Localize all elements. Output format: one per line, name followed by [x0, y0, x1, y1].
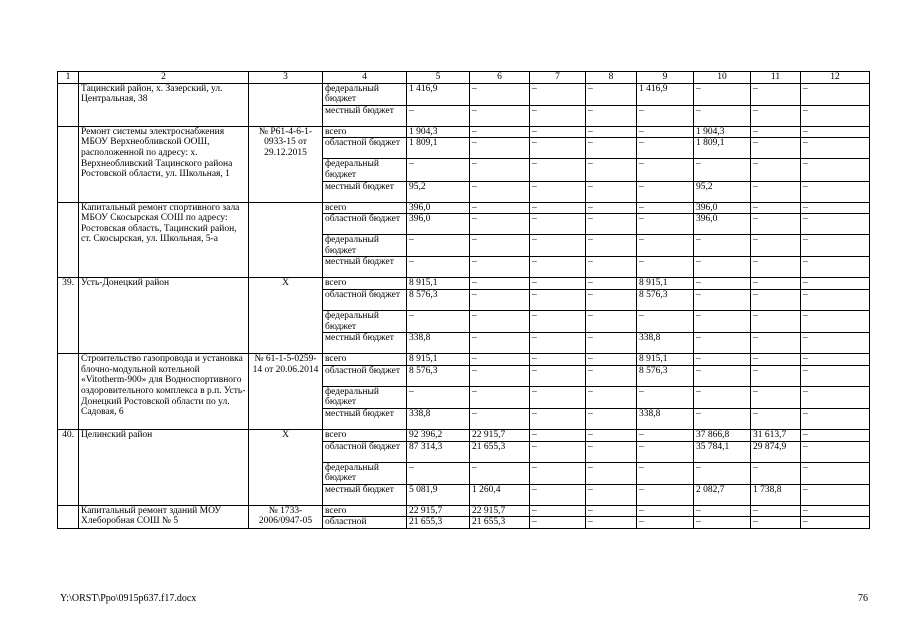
amount-cell: –	[586, 354, 637, 366]
funding-source: федеральный бюджет	[323, 462, 407, 484]
amount-cell: –	[586, 83, 637, 105]
amount-cell: 8 576,3	[407, 365, 470, 386]
amount-cell: –	[586, 408, 637, 429]
amount-cell: –	[801, 83, 870, 105]
amount-cell: 37 866,8	[694, 429, 751, 441]
amount-cell: –	[470, 126, 530, 138]
amount-cell: –	[751, 408, 801, 429]
amount-cell: –	[637, 505, 694, 517]
amount-cell: 396,0	[407, 214, 470, 235]
amount-cell: –	[801, 214, 870, 235]
amount-cell: –	[801, 181, 870, 202]
amount-cell: –	[801, 505, 870, 517]
amount-cell: –	[470, 386, 530, 408]
amount-cell: –	[470, 214, 530, 235]
table-row	[58, 126, 870, 138]
amount-cell: –	[530, 278, 586, 290]
column-number: 9	[637, 72, 694, 84]
amount-cell: 31 613,7	[751, 429, 801, 441]
amount-cell: –	[694, 365, 751, 386]
amount-cell: –	[801, 333, 870, 354]
object-name: Ремонт системы электроснабжения МБОУ Верхнеобливской ООШ, расположенной по адресу: х. Верхнеобливский Тацинского района Ростовской области, ул. Школьная, 1	[79, 126, 249, 202]
amount-cell: –	[586, 202, 637, 214]
amount-cell: 35 784,1	[694, 441, 751, 462]
amount-cell: 8 915,1	[637, 354, 694, 366]
funding-source: областной бюджет	[323, 214, 407, 235]
amount-cell: –	[470, 278, 530, 290]
amount-cell: –	[470, 105, 530, 126]
column-number: 3	[249, 72, 323, 84]
column-number: 5	[407, 72, 470, 84]
amount-cell: –	[470, 235, 530, 257]
amount-cell: –	[530, 365, 586, 386]
amount-cell: 1 738,8	[751, 484, 801, 505]
amount-cell: 29 874,9	[751, 441, 801, 462]
amount-cell: –	[801, 138, 870, 159]
table-row	[58, 278, 870, 290]
amount-cell: –	[586, 235, 637, 257]
amount-cell: 1 416,9	[637, 83, 694, 105]
amount-cell: –	[694, 505, 751, 517]
amount-cell: –	[694, 354, 751, 366]
amount-cell: –	[751, 333, 801, 354]
amount-cell: 338,8	[637, 408, 694, 429]
funding-source: федеральный бюджет	[323, 83, 407, 105]
amount-cell: –	[586, 126, 637, 138]
amount-cell: 338,8	[407, 408, 470, 429]
amount-cell: –	[407, 159, 470, 181]
amount-cell: 1 809,1	[407, 138, 470, 159]
amount-cell: 22 915,7	[407, 505, 470, 517]
document-ref	[249, 202, 323, 278]
funding-source: всего	[323, 126, 407, 138]
column-number-row	[58, 72, 870, 84]
amount-cell: –	[470, 202, 530, 214]
amount-cell: –	[586, 462, 637, 484]
object-name: Капитальный ремонт зданий МОУ Хлеборобная СОШ № 5	[79, 505, 249, 528]
document-ref: № 61-1-5-0259-14 от 20.06.2014	[249, 354, 323, 430]
amount-cell: –	[407, 310, 470, 332]
row-number: 40.	[58, 429, 79, 505]
amount-cell: 22 915,7	[470, 505, 530, 517]
amount-cell: 21 655,3	[470, 517, 530, 529]
amount-cell: –	[470, 138, 530, 159]
document-ref: Х	[249, 278, 323, 354]
amount-cell: –	[751, 310, 801, 332]
amount-cell: 396,0	[694, 202, 751, 214]
amount-cell: –	[586, 105, 637, 126]
footer-file-path: Y:\ORST\Ppo\0915p637.f17.docx	[60, 593, 197, 604]
amount-cell: 396,0	[407, 202, 470, 214]
funding-source: федеральный бюджет	[323, 159, 407, 181]
amount-cell: –	[694, 159, 751, 181]
amount-cell: 8 576,3	[637, 365, 694, 386]
funding-source: всего	[323, 202, 407, 214]
amount-cell: –	[530, 484, 586, 505]
column-number: 10	[694, 72, 751, 84]
row-number: 39.	[58, 278, 79, 354]
column-number: 1	[58, 72, 79, 84]
amount-cell: –	[586, 214, 637, 235]
amount-cell: –	[470, 333, 530, 354]
amount-cell: –	[694, 289, 751, 310]
funding-source: областной бюджет	[323, 289, 407, 310]
amount-cell: –	[530, 214, 586, 235]
funding-source: областной	[323, 517, 407, 529]
amount-cell: 1 260,4	[470, 484, 530, 505]
document-ref: № Р61-4-6-1-0933-15 от 29.12.2015	[249, 126, 323, 202]
amount-cell: –	[694, 235, 751, 257]
column-number: 7	[530, 72, 586, 84]
amount-cell: –	[801, 202, 870, 214]
funding-source: местный бюджет	[323, 333, 407, 354]
row-number	[58, 354, 79, 430]
amount-cell: 1 809,1	[694, 138, 751, 159]
amount-cell: 87 314,3	[407, 441, 470, 462]
amount-cell: –	[637, 310, 694, 332]
amount-cell: –	[751, 257, 801, 278]
amount-cell: –	[470, 159, 530, 181]
row-number	[58, 202, 79, 278]
amount-cell: 22 915,7	[470, 429, 530, 441]
amount-cell: –	[530, 429, 586, 441]
amount-cell: –	[586, 441, 637, 462]
amount-cell: –	[530, 138, 586, 159]
amount-cell: –	[530, 257, 586, 278]
amount-cell: 1 904,3	[694, 126, 751, 138]
amount-cell: –	[637, 214, 694, 235]
amount-cell: –	[530, 310, 586, 332]
amount-cell: –	[530, 386, 586, 408]
amount-cell: 8 915,1	[637, 278, 694, 290]
amount-cell: –	[801, 441, 870, 462]
amount-cell: –	[637, 159, 694, 181]
amount-cell: –	[470, 365, 530, 386]
amount-cell: –	[530, 354, 586, 366]
amount-cell: –	[586, 333, 637, 354]
amount-cell: –	[751, 386, 801, 408]
amount-cell: –	[751, 278, 801, 290]
amount-cell: –	[637, 462, 694, 484]
amount-cell: –	[694, 517, 751, 529]
page-number: 76	[858, 593, 868, 604]
amount-cell: –	[407, 386, 470, 408]
amount-cell: –	[801, 429, 870, 441]
amount-cell: –	[694, 278, 751, 290]
amount-cell: –	[751, 159, 801, 181]
amount-cell: 8 915,1	[407, 278, 470, 290]
amount-cell: –	[470, 462, 530, 484]
document-ref	[249, 83, 323, 126]
column-number: 8	[586, 72, 637, 84]
amount-cell: –	[586, 484, 637, 505]
amount-cell: –	[751, 365, 801, 386]
amount-cell: –	[751, 126, 801, 138]
table-row	[58, 429, 870, 441]
amount-cell: 1 416,9	[407, 83, 470, 105]
amount-cell: –	[637, 429, 694, 441]
amount-cell: –	[586, 386, 637, 408]
amount-cell: –	[530, 441, 586, 462]
amount-cell: –	[637, 235, 694, 257]
amount-cell: –	[470, 310, 530, 332]
amount-cell: –	[694, 333, 751, 354]
amount-cell: –	[637, 138, 694, 159]
funding-source: местный бюджет	[323, 257, 407, 278]
funding-source: федеральный бюджет	[323, 386, 407, 408]
funding-source: областной бюджет	[323, 138, 407, 159]
amount-cell: –	[530, 181, 586, 202]
amount-cell: –	[637, 386, 694, 408]
amount-cell: –	[751, 354, 801, 366]
budget-table	[57, 71, 870, 529]
amount-cell: –	[407, 105, 470, 126]
amount-cell: 396,0	[694, 214, 751, 235]
amount-cell: –	[751, 462, 801, 484]
amount-cell: –	[586, 289, 637, 310]
amount-cell: –	[801, 386, 870, 408]
amount-cell: –	[801, 484, 870, 505]
table-row	[58, 83, 870, 105]
amount-cell: –	[586, 517, 637, 529]
table-row	[58, 354, 870, 366]
funding-source: местный бюджет	[323, 105, 407, 126]
amount-cell: –	[530, 408, 586, 429]
amount-cell: –	[530, 159, 586, 181]
amount-cell: –	[751, 289, 801, 310]
object-name: Целинский район	[79, 429, 249, 505]
amount-cell: –	[694, 408, 751, 429]
amount-cell: –	[530, 505, 586, 517]
amount-cell: –	[801, 257, 870, 278]
funding-source: федеральный бюджет	[323, 310, 407, 332]
amount-cell: 338,8	[407, 333, 470, 354]
amount-cell: –	[694, 105, 751, 126]
amount-cell: –	[637, 441, 694, 462]
amount-cell: –	[801, 365, 870, 386]
funding-source: местный бюджет	[323, 484, 407, 505]
column-number: 2	[79, 72, 249, 84]
amount-cell: –	[801, 354, 870, 366]
amount-cell: –	[530, 517, 586, 529]
funding-source: местный бюджет	[323, 181, 407, 202]
object-name: Тацинский район, х. Зазерский, ул. Центральная, 38	[79, 83, 249, 126]
amount-cell: –	[530, 83, 586, 105]
funding-source: федеральный бюджет	[323, 235, 407, 257]
column-number: 4	[323, 72, 407, 84]
amount-cell: –	[801, 517, 870, 529]
amount-cell: –	[470, 289, 530, 310]
amount-cell: –	[801, 408, 870, 429]
object-name: Усть-Донецкий район	[79, 278, 249, 354]
row-number	[58, 505, 79, 528]
amount-cell: –	[751, 181, 801, 202]
amount-cell: –	[637, 181, 694, 202]
object-name: Строительство газопровода и установка блочно-модульной котельной «Vitotherm-900» для Водноспортивного оздоровительного комплекса в р.п. Усть-Донецкий Ростовской области по ул. Садовая, 6	[79, 354, 249, 430]
amount-cell: 5 081,9	[407, 484, 470, 505]
amount-cell: –	[530, 202, 586, 214]
row-number	[58, 126, 79, 202]
column-number: 6	[470, 72, 530, 84]
amount-cell: –	[801, 235, 870, 257]
amount-cell: –	[530, 235, 586, 257]
amount-cell: –	[586, 429, 637, 441]
amount-cell: –	[801, 462, 870, 484]
amount-cell: –	[801, 278, 870, 290]
amount-cell: –	[530, 333, 586, 354]
amount-cell: –	[801, 310, 870, 332]
amount-cell: 8 576,3	[407, 289, 470, 310]
amount-cell: –	[407, 235, 470, 257]
amount-cell: –	[470, 181, 530, 202]
amount-cell: –	[801, 105, 870, 126]
amount-cell: –	[637, 257, 694, 278]
amount-cell: –	[586, 257, 637, 278]
column-number: 12	[801, 72, 870, 84]
amount-cell: –	[586, 181, 637, 202]
amount-cell: –	[637, 105, 694, 126]
object-name: Капитальный ремонт спортивного зала МБОУ Скосырская СОШ по адресу: Ростовская область, Тацинский район, ст. Скосырская, ул. Школьная, 5-а	[79, 202, 249, 278]
amount-cell: –	[694, 83, 751, 105]
funding-source: всего	[323, 354, 407, 366]
amount-cell: 95,2	[407, 181, 470, 202]
amount-cell: 338,8	[637, 333, 694, 354]
amount-cell: 21 655,3	[407, 517, 470, 529]
funding-source: всего	[323, 278, 407, 290]
amount-cell: –	[586, 505, 637, 517]
amount-cell: –	[801, 126, 870, 138]
amount-cell: –	[530, 126, 586, 138]
amount-cell: –	[586, 138, 637, 159]
amount-cell: –	[637, 517, 694, 529]
amount-cell: –	[751, 138, 801, 159]
amount-cell: 8 576,3	[637, 289, 694, 310]
amount-cell: –	[694, 386, 751, 408]
amount-cell: –	[694, 462, 751, 484]
document-ref: Х	[249, 429, 323, 505]
amount-cell: –	[586, 278, 637, 290]
funding-source: областной бюджет	[323, 365, 407, 386]
funding-source: всего	[323, 429, 407, 441]
amount-cell: –	[751, 235, 801, 257]
amount-cell: 95,2	[694, 181, 751, 202]
amount-cell: 92 396,2	[407, 429, 470, 441]
amount-cell: 1 904,3	[407, 126, 470, 138]
row-number	[58, 83, 79, 126]
amount-cell: –	[530, 462, 586, 484]
amount-cell: –	[751, 214, 801, 235]
amount-cell: –	[586, 310, 637, 332]
amount-cell: 8 915,1	[407, 354, 470, 366]
amount-cell: –	[407, 462, 470, 484]
amount-cell: –	[470, 83, 530, 105]
amount-cell: –	[751, 202, 801, 214]
amount-cell: –	[470, 354, 530, 366]
amount-cell: 21 655,3	[470, 441, 530, 462]
amount-cell: –	[801, 159, 870, 181]
amount-cell: –	[637, 484, 694, 505]
document-ref: № 1733-2006/0947-05	[249, 505, 323, 528]
table-row	[58, 505, 870, 517]
amount-cell: –	[801, 289, 870, 310]
amount-cell: –	[530, 289, 586, 310]
amount-cell: 2 082,7	[694, 484, 751, 505]
funding-source: областной бюджет	[323, 441, 407, 462]
amount-cell: –	[637, 202, 694, 214]
table-row	[58, 202, 870, 214]
funding-source: всего	[323, 505, 407, 517]
amount-cell: –	[407, 257, 470, 278]
amount-cell: –	[530, 105, 586, 126]
amount-cell: –	[470, 257, 530, 278]
column-number: 11	[751, 72, 801, 84]
amount-cell: –	[751, 83, 801, 105]
amount-cell: –	[694, 257, 751, 278]
amount-cell: –	[637, 126, 694, 138]
funding-source: местный бюджет	[323, 408, 407, 429]
amount-cell: –	[586, 159, 637, 181]
amount-cell: –	[586, 365, 637, 386]
amount-cell: –	[751, 517, 801, 529]
amount-cell: –	[751, 505, 801, 517]
amount-cell: –	[470, 408, 530, 429]
amount-cell: –	[694, 310, 751, 332]
amount-cell: –	[751, 105, 801, 126]
